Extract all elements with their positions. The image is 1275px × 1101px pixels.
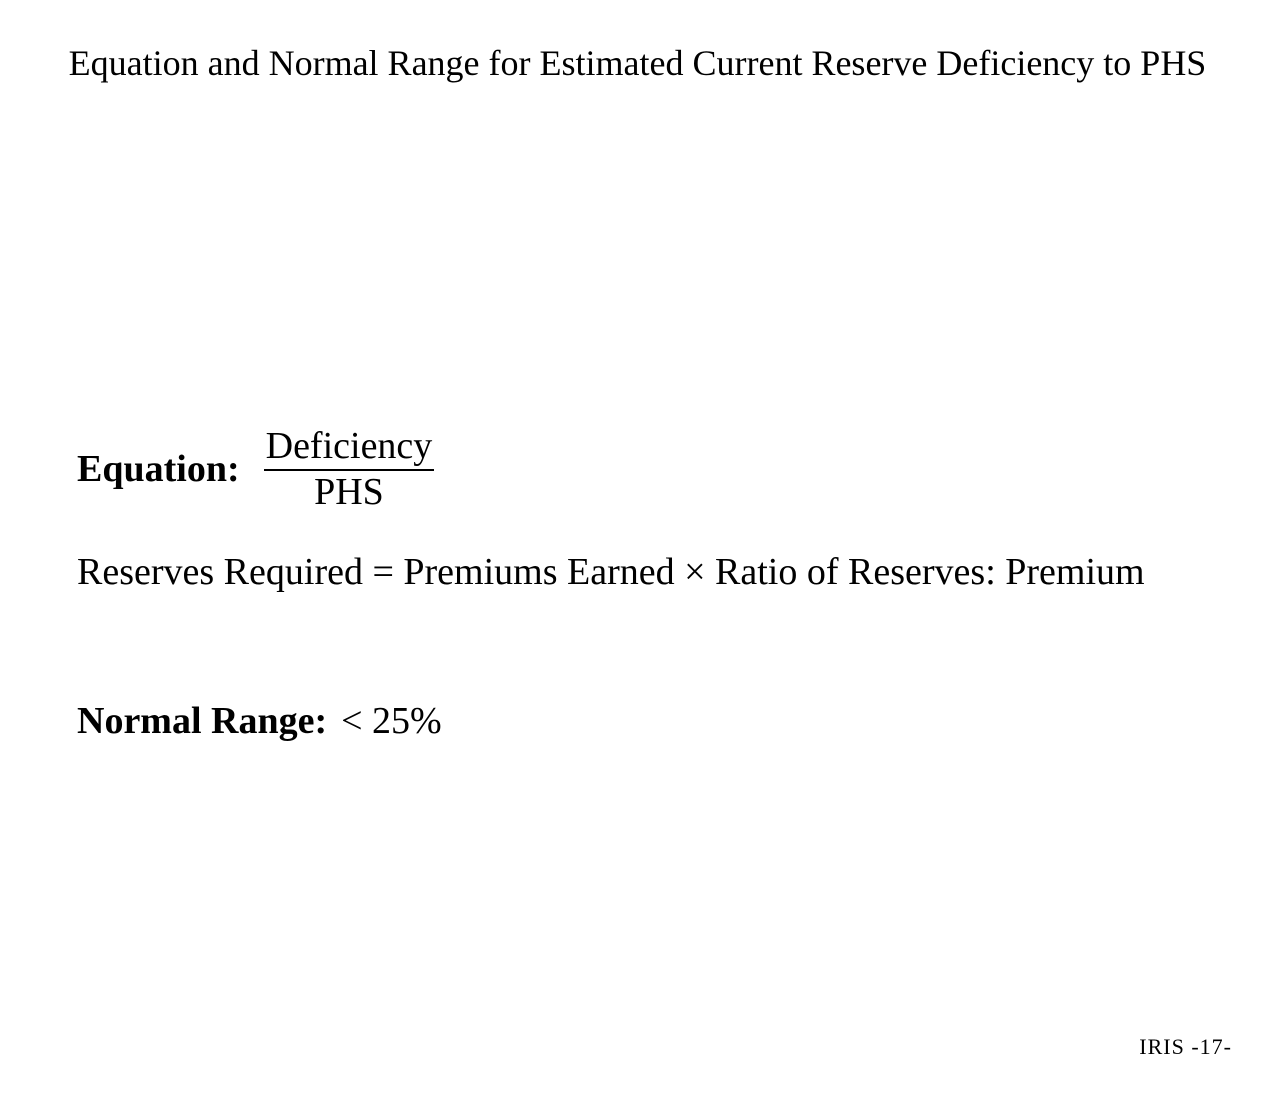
equation-label: Equation: <box>77 448 240 490</box>
normal-range-value: < 25% <box>341 700 442 742</box>
page-title: Equation and Normal Range for Estimated Current Reserve Deficiency to PHS <box>68 43 1207 83</box>
equation-row <box>77 425 434 513</box>
equation-fraction <box>264 425 435 513</box>
reserves-required-formula: Reserves Required = Premiums Earned × Ratio of Reserves: Premium <box>77 551 1145 593</box>
page-footer: IRIS -17- <box>1139 1034 1232 1059</box>
normal-range-row <box>77 697 442 745</box>
normal-range-label: Normal Range: <box>77 700 328 742</box>
fraction-denominator: PHS <box>314 471 384 513</box>
fraction-numerator: Deficiency <box>264 425 435 471</box>
